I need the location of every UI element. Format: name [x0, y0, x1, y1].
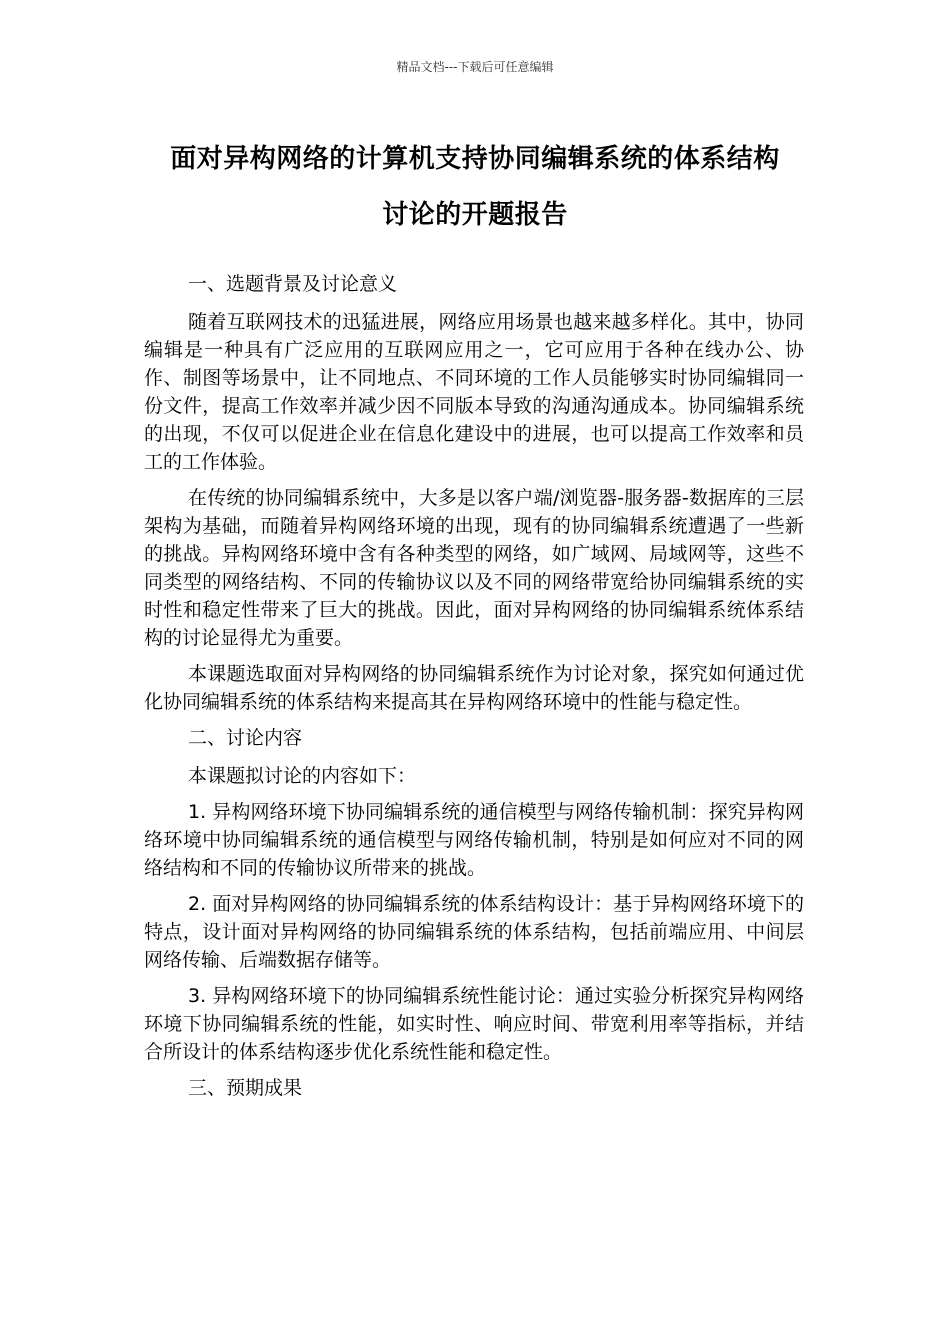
document-body: [144, 270, 804, 1112]
paragraph-3: 本课题选取面对异构网络的协同编辑系统作为讨论对象，探究如何通过优化协同编辑系统的体系结构来提高其在异构网络环境中的性能与稳定性。: [144, 663, 804, 713]
section2-heading: 二、讨论内容: [188, 727, 303, 749]
list-item-2: 2. 面对异构网络的协同编辑系统的体系结构设计：基于异构网络环境下的特点，设计面对异构网络的协同编辑系统的体系结构，包括前端应用、中间层网络传输、后端数据存储等。: [144, 893, 804, 971]
list-item-3: 3. 异构网络环境下的协同编辑系统性能讨论：通过实验分析探究异构网络环境下协同编辑系统的性能，如实时性、响应时间、带宽利用率等指标，并结合所设计的体系结构逐步优化系统性能和稳定性。: [144, 985, 804, 1063]
section1-heading: 一、选题背景及讨论意义: [188, 273, 398, 295]
list-item-1: 1. 异构网络环境下协同编辑系统的通信模型与网络传输机制：探究异构网络环境中协同编辑系统的通信模型与网络传输机制，特别是如何应对不同的网络结构和不同的传输协议所带来的挑战。: [144, 801, 804, 879]
paragraph-1: 随着互联网技术的迅猛进展，网络应用场景也越来越多样化。其中，协同编辑是一种具有广泛应用的互联网应用之一，它可应用于各种在线办公、协作、制图等场景中，让不同地点、不同环境的工作人员能够实时协同编辑同一份文件，提高工作效率并减少因不同版本导致的沟通沟通成本。协同编辑系统的出现，不仅可以促进企业在信息化建设中的进展，也可以提高工作效率和员工的工作体验。: [144, 311, 804, 473]
document-title-line2: 讨论的开题报告: [382, 200, 568, 230]
document-title-line1: 面对异构网络的计算机支持协同编辑系统的体系结构: [170, 144, 780, 174]
paragraph-4: 本课题拟讨论的内容如下：: [188, 765, 417, 787]
page-header-note: 精品文档---下载后可任意编辑: [396, 60, 554, 74]
section3-heading: 三、预期成果: [188, 1077, 303, 1099]
paragraph-2: 在传统的协同编辑系统中，大多是以客户端/浏览器-服务器-数据库的三层架构为基础，而随着异构网络环境的出现，现有的协同编辑系统遭遇了一些新的挑战。异构网络环境中含有各种类型的网络，如广域网、局域网等，这些不同类型的网络结构、不同的传输协议以及不同的网络带宽给协同编辑系统的实时性和稳定性带来了巨大的挑战。因此，面对异构网络的协同编辑系统体系结构的讨论显得尤为重要。: [144, 487, 804, 649]
